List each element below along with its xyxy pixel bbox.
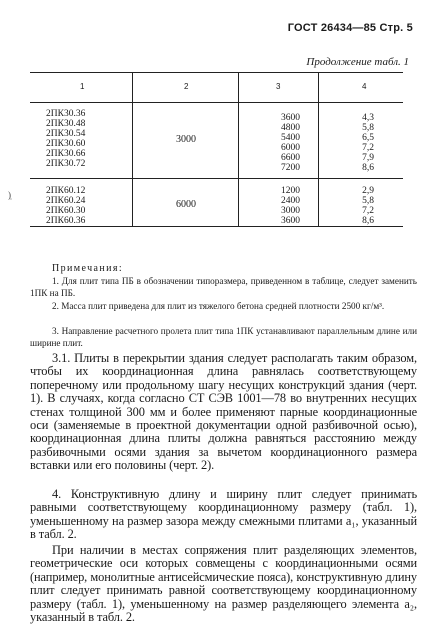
body-paragraph: При наличии в местах сопряжения плит разделяющих элементов, геометрические оси которых совмещены с координационными осями (например, монолитные антисейсмические пояса), конструктивную длину плит следует принимать равной соответствующему координационному размеру (табл. 1), уменьшенному на размер разделяющего элемента a₂, указанный в табл. 2. — [30, 543, 417, 625]
table-top-rule — [30, 72, 403, 73]
margin-bracket-mark: )̣ — [8, 190, 11, 200]
table-cell-length: 2400 — [281, 196, 300, 206]
table-cell-mark: 2ПК60.24 — [46, 196, 86, 206]
body-paragraph: 4. Конструктивную длину и ширину плит следует принимать равными соответствующему координационному размеру (табл. 1), уменьшенному на размер зазора между смежными плитами a₁, указанный в табл. 2. — [30, 487, 417, 542]
table-cell-length: 3600 — [281, 216, 300, 226]
table-header-cell: 4 — [362, 82, 367, 91]
table-cell-length: 3000 — [281, 206, 300, 216]
table-cell-mark: 2ПК30.54 — [46, 129, 86, 139]
table-cell-mass: 6,5 — [362, 133, 374, 143]
table-cell-mass: 7,2 — [362, 143, 374, 153]
note-item: 3. Направление расчетного пролета плит типа 1ПК устанавливают параллельным длине или ширине плит. — [30, 326, 417, 348]
table-cell-mark: 2ПК60.36 — [46, 216, 86, 226]
table-cell-length: 6000 — [281, 143, 300, 153]
table-cell-mass: 5,8 — [362, 123, 374, 133]
table-col-divider-2 — [238, 72, 239, 227]
table-col-divider-1 — [132, 72, 133, 227]
note-item: 2. Масса плит приведена для плит из тяжелого бетона средней плотности 2500 кг/м³. — [52, 301, 385, 311]
table-cell-length: 3600 — [281, 113, 300, 123]
table-cell-mark: 2ПК30.66 — [46, 149, 86, 159]
table-cell-mass: 7,2 — [362, 206, 374, 216]
table-cell-mark: 2ПК60.30 — [46, 206, 86, 216]
table-cell-mass: 5,8 — [362, 196, 374, 206]
note-item: 1. Для плит типа ПБ в обозначении типоразмера, приведенном в таблице, следует заменить 1ПК на ПБ. — [30, 276, 417, 298]
table-group-rule — [30, 178, 403, 179]
table-cell-mark: 2ПК30.72 — [46, 159, 86, 169]
table-cell-mass: 7,9 — [362, 153, 374, 163]
table-cell-length: 5400 — [281, 133, 300, 143]
table-header-rule — [30, 102, 403, 103]
table-col-divider-3 — [318, 72, 319, 227]
table-cell-mass: 2,9 — [362, 186, 374, 196]
table-cell-length: 1200 — [281, 186, 300, 196]
table-cell-length: 7200 — [281, 163, 300, 173]
table-header-cell: 2 — [184, 82, 189, 91]
table-cell-mark: 2ПК30.60 — [46, 139, 86, 149]
body-paragraph: 3.1. Плиты в перекрытии здания следует располагать таким образом, чтобы их координационная длина равнялась соответствующему поперечному или продольному шагу несущих конструкций здания (черт. 1). В случаях, когда согласно СТ СЭВ 1001—78 во внутренних несущих стенах толщиной 300 мм и более применяют парные координационные оси (заменяемые в проектной документации одной разбивочной осью), координационная длина плиты должна равняться расстоянию между разбивочными осями здания за вычетом координационного размера вставки или его половины (черт. 2). — [30, 351, 417, 473]
table-cell-width: 6000 — [176, 199, 196, 210]
table-bottom-rule — [30, 226, 403, 227]
table-header-cell: 1 — [80, 82, 85, 91]
table-cell-mass: 8,6 — [362, 216, 374, 226]
table-header-cell: 3 — [276, 82, 281, 91]
table-cell-mark: 2ПК30.36 — [46, 109, 86, 119]
table-cell-length: 4800 — [281, 123, 300, 133]
table-continuation-label: Продолжение табл. 1 — [306, 56, 409, 68]
page-header: ГОСТ 26434—85 Стр. 5 — [287, 22, 413, 34]
table-cell-mark: 2ПК60.12 — [46, 186, 86, 196]
table-cell-length: 6600 — [281, 153, 300, 163]
table-cell-mass: 4,3 — [362, 113, 374, 123]
table-cell-mark: 2ПК30.48 — [46, 119, 86, 129]
notes-title: Примечания: — [52, 263, 124, 274]
table-cell-width: 3000 — [176, 134, 196, 145]
table-cell-mass: 8,6 — [362, 163, 374, 173]
